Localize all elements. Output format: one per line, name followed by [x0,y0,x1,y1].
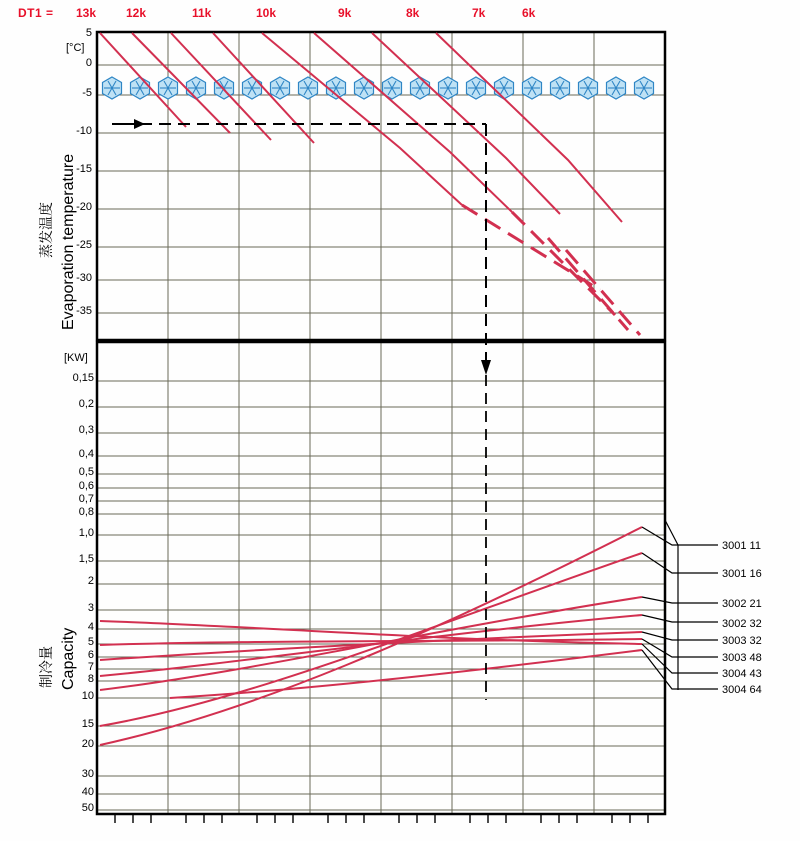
dt1-curve-8k [314,33,512,212]
legend-item-3002-32: 3002 32 [722,618,762,630]
top-ytick-5: 5 [85,27,92,39]
cap-ytick-7: 7 [87,661,94,673]
top-ytick-m25: -25 [76,239,92,251]
dt1-dashed-6k [566,250,640,335]
cap-ytick-1-5: 1,5 [78,553,94,565]
dt-tick-10k: 10k [256,6,277,20]
dt1-label: DT1 = [18,6,54,20]
bottom-axis-title-cn: 制冷量 [38,646,54,688]
dt-tick-8k: 8k [406,6,420,20]
top-panel-grid [97,32,665,340]
dt-tick-7k: 7k [472,6,486,20]
bottom-axis-title-en: Capacity [60,627,77,690]
cap-ytick-40: 40 [81,786,94,798]
cap-ytick-0-8: 0,8 [78,506,94,518]
cap-ytick-0-15: 0,15 [72,372,94,384]
cap-ytick-0-5: 0,5 [78,466,94,478]
dt-tick-9k: 9k [338,6,352,20]
cap-ytick-0-6: 0,6 [78,480,94,492]
top-ytick-m35: -35 [76,305,92,317]
top-ytick-0: 0 [85,57,92,69]
capacity-curve-set [100,527,642,745]
dt1-dashed-7k [548,238,628,330]
cap-ytick-10: 10 [81,690,94,702]
legend-item-3004-64: 3004 64 [722,684,762,696]
top-ytick-m15: -15 [76,163,92,175]
top-axis-title-en: Evaporation temperature [60,153,77,330]
dt-tick-6k: 6k [522,6,536,20]
bottom-unit-label: [KW] [64,352,88,364]
cap-ytick-1-0: 1,0 [78,527,94,539]
top-ytick-m20: -20 [76,201,92,213]
cap-ytick-5: 5 [87,636,94,648]
dt1-dashed-8k [512,212,615,315]
legend-leader-lines [642,520,718,690]
cap-ytick-20: 20 [81,738,94,750]
cap-ytick-50: 50 [81,802,94,814]
cap-ytick-6: 6 [87,649,94,661]
legend-item-3001-16: 3001 16 [722,568,762,580]
dt-tick-13k: 13k [76,6,97,20]
cap-ytick-4: 4 [87,621,94,633]
cap-ytick-30: 30 [81,768,94,780]
legend-item-3002-21: 3002 21 [722,598,762,610]
legend-item-3003-48: 3003 48 [722,652,762,664]
cap-ytick-0-4: 0,4 [78,448,94,460]
cap-ytick-3: 3 [87,602,94,614]
cap-ytick-0-7: 0,7 [78,493,94,505]
top-ytick-m10: -10 [76,125,92,137]
dt-tick-12k: 12k [126,6,147,20]
top-ytick-m5: -5 [82,87,92,99]
bottom-panel-grid [97,342,665,823]
top-unit-label: [°C] [66,42,85,54]
legend-item-3004-43: 3004 43 [722,668,762,680]
cap-ytick-0-2: 0,2 [78,398,94,410]
legend-item-3003-32: 3003 32 [722,635,762,647]
cap-ytick-2: 2 [87,575,94,587]
dt-tick-11k: 11k [192,6,212,20]
cap-ytick-8: 8 [87,673,94,685]
cap-ytick-0-3: 0,3 [78,424,94,436]
top-ytick-m30: -30 [76,272,92,284]
legend-item-3001-11: 3001 11 [722,540,761,552]
cap-ytick-15: 15 [81,718,94,730]
top-axis-title-cn: 蒸发温度 [38,202,54,258]
